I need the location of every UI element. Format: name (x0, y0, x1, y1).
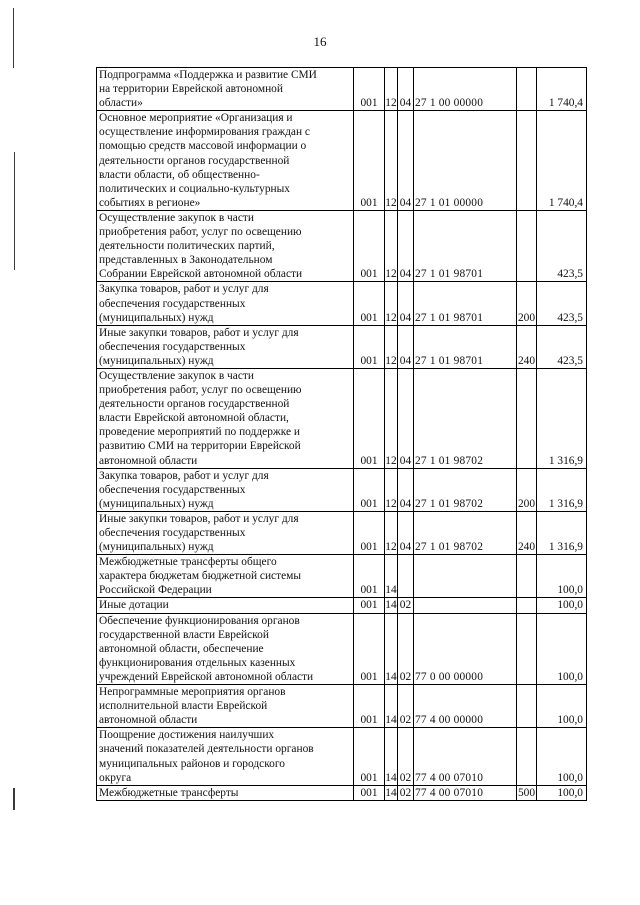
row-name: Иные дотации (97, 598, 354, 613)
expense-type-code: 500 (517, 786, 536, 799)
expense-type-code: 240 (517, 325, 537, 368)
expense-type-code: 200 (517, 468, 537, 511)
subsection-code: 04 (398, 68, 414, 111)
amount: 1 316,9 (537, 511, 587, 554)
subsection-code: 02 (398, 613, 414, 684)
subsection-code: 04 (398, 468, 414, 511)
amount: 1 316,9 (537, 368, 587, 468)
section-code: 14 (385, 613, 398, 684)
admin-code: 001 (354, 555, 385, 598)
row-name: Подпрограмма «Поддержка и развитие СМИ на территории Еврейской автономной области» (97, 68, 354, 111)
subsection-code: 04 (398, 111, 414, 211)
expense-type-code (517, 685, 537, 728)
section-code: 12 (385, 282, 398, 325)
amount: 100,0 (537, 785, 587, 800)
table-row (97, 368, 587, 468)
section-code: 12 (385, 68, 398, 111)
row-name: Закупка товаров, работ и услуг для обеспечения государственных (муниципальных) нужд (97, 468, 354, 511)
table-row (97, 282, 587, 325)
target-article-code (414, 598, 517, 613)
expense-type-code: 240 (517, 511, 537, 554)
table-row (97, 685, 587, 728)
section-code: 12 (385, 468, 398, 511)
target-article-code: 27 1 01 98701 (414, 282, 517, 325)
target-article-code: 27 1 01 00000 (414, 111, 517, 211)
amount: 100,0 (537, 598, 587, 613)
table-row (97, 325, 587, 368)
table-row (97, 613, 587, 684)
row-name: Иные закупки товаров, работ и услуг для обеспечения государственных (муниципальных) нужд (97, 325, 354, 368)
target-article-code (414, 555, 517, 598)
row-name: Межбюджетные трансферты (97, 785, 354, 800)
page-number: 16 (313, 34, 327, 49)
section-code: 12 (385, 210, 398, 281)
table-row (97, 210, 587, 281)
table-row (97, 68, 587, 111)
subsection-code: 04 (398, 282, 414, 325)
row-name: Непрограммные мероприятия органов исполнительной власти Еврейской автономной области (97, 685, 354, 728)
target-article-code: 27 1 01 98701 (414, 210, 517, 281)
budget-table-body (97, 68, 587, 801)
section-code: 14 (385, 728, 398, 785)
row-name: Основное мероприятие «Организация и осуществление информирования граждан с помощью средств массовой информации о деятельности органов государственной власти области, об общественно- политических и социально-культурных событиях в регионе» (97, 111, 354, 211)
section-code: 12 (385, 511, 398, 554)
admin-code: 001 (354, 728, 385, 785)
target-article-code: 77 0 00 00000 (414, 613, 517, 684)
scan-artifact-bottom (13, 788, 15, 810)
subsection-code: 04 (398, 210, 414, 281)
scan-artifact-top (13, 8, 14, 68)
amount: 100,0 (537, 613, 587, 684)
admin-code: 001 (354, 511, 385, 554)
section-code: 14 (385, 786, 397, 799)
amount: 423,5 (537, 325, 587, 368)
subsection-code: 02 (398, 728, 414, 785)
amount: 1 316,9 (537, 468, 587, 511)
table-row (97, 728, 587, 785)
table-row (97, 111, 587, 211)
expense-type-code (517, 598, 537, 613)
expense-type-code (517, 555, 537, 598)
row-name: Межбюджетные трансферты общего характера бюджетам бюджетной системы Российской Федерации (97, 555, 354, 598)
expense-type-code: 200 (517, 282, 537, 325)
expense-type-code (517, 613, 537, 684)
amount: 423,5 (537, 210, 587, 281)
amount: 1 740,4 (537, 111, 587, 211)
section-code: 14 (385, 555, 398, 598)
subsection-code: 04 (398, 511, 414, 554)
amount: 100,0 (537, 555, 587, 598)
row-name: Осуществление закупок в части приобретения работ, услуг по освещению деятельности политических партий, представленных в Законодательном Собрании Еврейской автономной области (97, 210, 354, 281)
section-code: 12 (385, 325, 398, 368)
expense-type-code (517, 68, 537, 111)
target-article-code: 27 1 01 98701 (414, 325, 517, 368)
admin-code: 001 (354, 598, 385, 613)
scan-artifact-middle (14, 152, 15, 270)
table-row (97, 598, 587, 613)
amount: 1 740,4 (537, 68, 587, 111)
subsection-code (398, 555, 414, 598)
admin-code: 001 (354, 68, 385, 111)
row-name: Закупка товаров, работ и услуг для обеспечения государственных (муниципальных) нужд (97, 282, 354, 325)
expense-type-code (517, 728, 537, 785)
row-name: Иные закупки товаров, работ и услуг для обеспечения государственных (муниципальных) нужд (97, 511, 354, 554)
section-code: 12 (385, 111, 398, 211)
amount: 100,0 (537, 728, 587, 785)
target-article-code: 27 1 01 98702 (414, 368, 517, 468)
admin-code: 001 (354, 111, 385, 211)
section-code: 14 (385, 599, 397, 612)
table-row (97, 555, 587, 598)
subsection-code: 02 (398, 785, 414, 800)
subsection-code: 02 (398, 685, 414, 728)
subsection-code: 04 (398, 368, 414, 468)
target-article-code: 77 4 00 07010 (414, 728, 517, 785)
admin-code: 001 (354, 785, 385, 800)
section-code: 12 (385, 368, 398, 468)
table-row (97, 511, 587, 554)
table-row (97, 785, 587, 800)
target-article-code: 27 1 00 00000 (414, 68, 517, 111)
target-article-code: 77 4 00 00000 (414, 685, 517, 728)
target-article-code: 27 1 01 98702 (414, 511, 517, 554)
target-article-code: 77 4 00 07010 (414, 785, 517, 800)
budget-table (96, 67, 587, 801)
subsection-code: 02 (398, 598, 414, 613)
section-code: 14 (385, 685, 398, 728)
expense-type-code (517, 111, 537, 211)
amount: 423,5 (537, 282, 587, 325)
admin-code: 001 (354, 282, 385, 325)
target-article-code: 27 1 01 98702 (414, 468, 517, 511)
table-row (97, 468, 587, 511)
row-name: Поощрение достижения наилучших значений показателей деятельности органов муниципальных районов и городского округа (97, 728, 354, 785)
row-name: Осуществление закупок в части приобретения работ, услуг по освещению деятельности органов государственной власти Еврейской автономной области, проведение мероприятий по поддержке и развитию СМИ на территории Еврейской автономной области (97, 368, 354, 468)
row-name: Обеспечение функционирования органов государственной власти Еврейской автономной области, обеспечение функционирования отдельных казенных учреждений Еврейской автономной области (97, 613, 354, 684)
admin-code: 001 (354, 685, 385, 728)
admin-code: 001 (354, 468, 385, 511)
expense-type-code (517, 368, 537, 468)
amount: 100,0 (537, 685, 587, 728)
admin-code: 001 (354, 613, 385, 684)
admin-code: 001 (354, 210, 385, 281)
expense-type-code (517, 210, 537, 281)
subsection-code: 04 (398, 325, 414, 368)
admin-code: 001 (354, 325, 385, 368)
admin-code: 001 (354, 368, 385, 468)
